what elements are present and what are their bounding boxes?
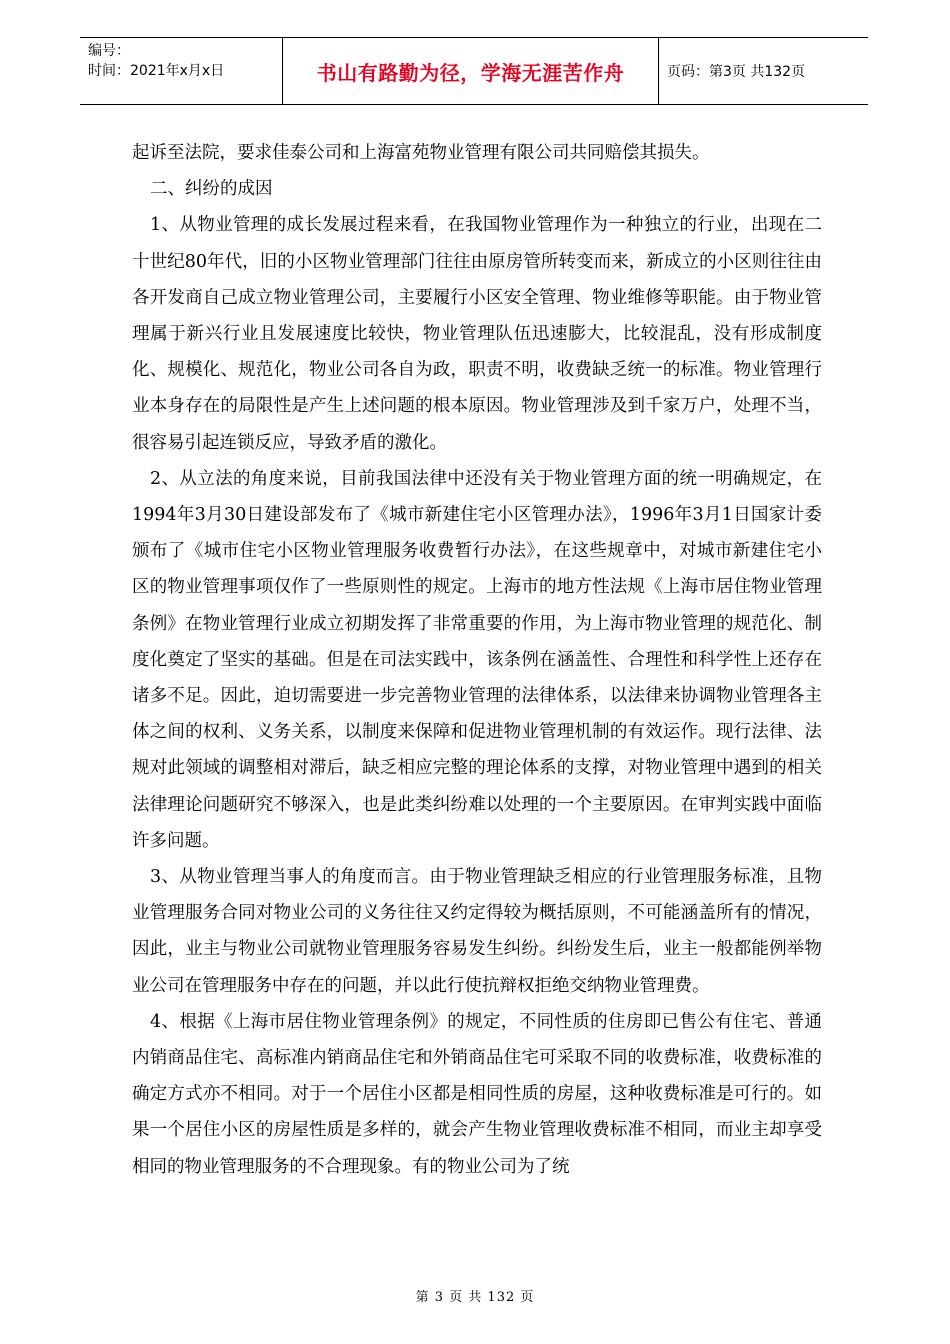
document-header [80,37,868,105]
header-motto: 书山有路勤为径，学海无涯苦作舟 [316,60,625,85]
header-motto-cell [283,38,659,104]
paragraph: 3、从物业管理当事人的角度而言。由于物业管理缺乏相应的行业管理服务标准，且物业管理服务合同对物业公司的义务往往又约定得较为概括原则，不可能涵盖所有的情况，因此，业主与物业公司就物业管理服务容易发生纠纷。纠纷发生后，业主一般都能例举物业公司在管理服务中存在的问题，并以此行使抗辩权拒绝交纳物业管理费。 [132,867,822,996]
page-footer: 第 3 页 共 132 页 [415,1290,535,1305]
header-meta-cell [80,38,283,104]
document-body [132,135,822,1185]
doc-number-label: 编号： [88,43,130,59]
paragraph: 起诉至法院，要求佳泰公司和上海富苑物业管理有限公司共同赔偿其损失。 [132,143,710,163]
paragraph: 2、从立法的角度来说，目前我国法律中还没有关于物业管理方面的统一明确规定，在1994年3月30日建设部发布了《城市新建住宅小区管理办法》，1996年3月1日国家计委颁布了《城市住宅小区物业管理服务收费暂行办法》，在这些规章中，对城市新建住宅小区的物业管理事项仅作了一些原则性的规定。上海市的地方性法规《上海市居住物业管理条例》在物业管理行业成立初期发挥了非常重要的作用，为上海市物业管理的规范化、制度化奠定了坚实的基础。但是在司法实践中，该条例在涵盖性、合理性和科学性上还存在诸多不足。因此，迫切需要进一步完善物业管理的法律体系，以法律来协调物业管理各主体之间的权利、义务关系，以制度来保障和促进物业管理机制的有效运作。现行法律、法规对此领域的调整相对滞后，缺乏相应完整的理论体系的支撑，对物业管理中遇到的相关法律理论问题研究不够深入，也是此类纠纷难以处理的一个主要原因。在审判实践中面临许多问题。 [132,468,822,851]
time-label: 时间：2021年x月x日 [88,63,225,79]
paragraph: 1、从物业管理的成长发展过程来看，在我国物业管理作为一种独立的行业，出现在二十世纪80年代，旧的小区物业管理部门往往由原房管所转变而来，新成立的小区则往往由各开发商自己成立物业管理公司，主要履行小区安全管理、物业维修等职能。由于物业管理属于新兴行业且发展速度比较快，物业管理队伍迅速膨大，比较混乱，没有形成制度化、规模化、规范化，物业公司各自为政，职责不明，收费缺乏统一的标准。物业管理行业本身存在的局限性是产生上述问题的根本原因。物业管理涉及到千家万户，处理不当，很容易引起连锁反应，导致矛盾的激化。 [132,215,822,453]
header-page-info: 页码：第3页 共132页 [667,64,806,80]
header-page-cell [659,38,868,104]
section-heading: 二、纠纷的成因 [150,179,273,200]
paragraph: 4、根据《上海市居住物业管理条例》的规定，不同性质的住房即已售公有住宅、普通内销商品住宅、高标准内销商品住宅和外销商品住宅可采取不同的收费标准，收费标准的确定方式亦不相同。对于一个居住小区都是相同性质的房屋，这种收费标准是可行的。如果一个居住小区的房屋性质是多样的，就会产生物业管理收费标准不相同，而业主却享受相同的物业管理服务的不合理现象。有的物业公司为了统 [132,1011,822,1177]
